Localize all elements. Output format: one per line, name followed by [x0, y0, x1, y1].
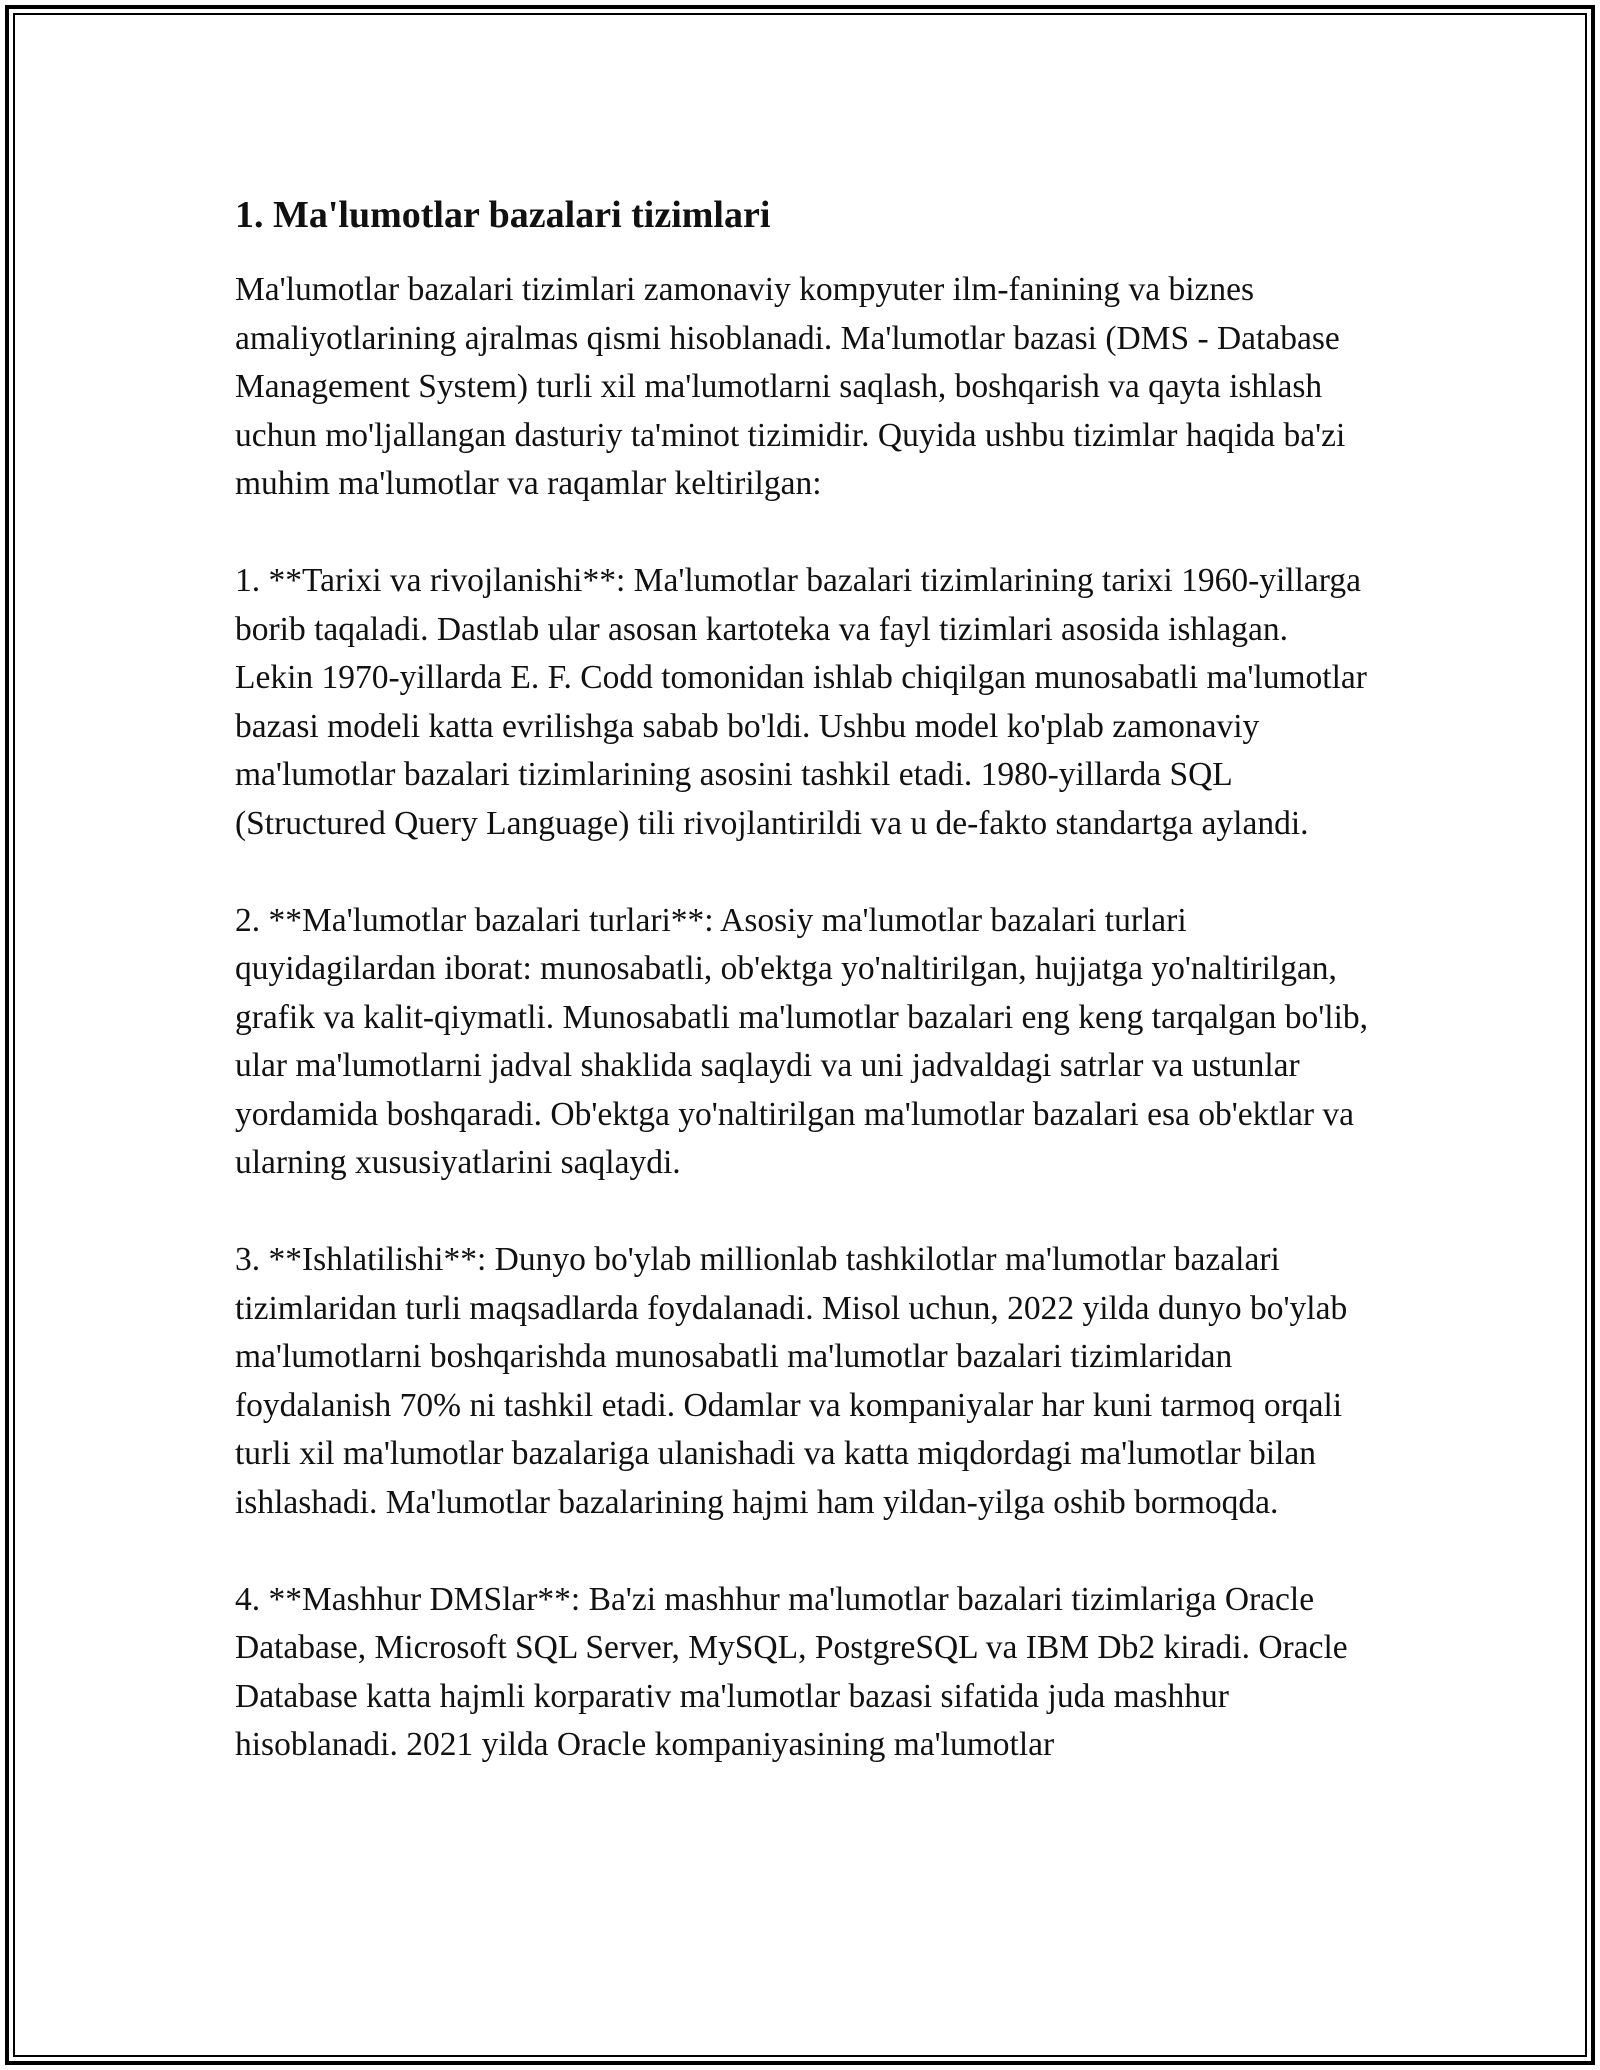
- types-paragraph: 2. **Ma'lumotlar bazalari turlari**: Asosiy ma'lumotlar bazalari turlari quyidagilardan iborat: munosabatli, ob'ektga yo'naltirilgan, hujjatga yo'naltirilgan, grafik va kalit-qiymatli. Munosabatli ma'lumotlar bazalari eng keng tarqalgan bo'lib, ular ma'lumotlarni jadval shaklida saqlaydi va uni jadvaldagi satrlar va ustunlar yordamida boshqaradi. Ob'ektga yo'naltirilgan ma'lumotlar bazalari esa ob'ektlar va ularning xususiyatlarini saqlaydi.: [235, 901, 1369, 1181]
- popular-dms-paragraph: 4. **Mashhur DMSlar**: Ba'zi mashhur ma'lumotlar bazalari tizimlariga Oracle Database, Microsoft SQL Server, MySQL, PostgreSQL va IBM Db2 kiradi. Oracle Database katta hajmli korparativ ma'lumotlar bazasi sifatida juda mashhur hisoblanadi. 2021 yilda Oracle kompaniyasining ma'lumotlar: [235, 1580, 1348, 1763]
- usage-paragraph: 3. **Ishlatilishi**: Dunyo bo'ylab millionlab tashkilotlar ma'lumotlar bazalari tizimlaridan turli maqsadlarda foydalanadi. Misol uchun, 2022 yilda dunyo bo'ylab ma'lumotlarni boshqarishda munosabatli ma'lumotlar bazalari tizimlaridan foydalanish 70% ni tashkil etadi. Odamlar va kompaniyalar har kuni tarmoq orqali turli xil ma'lumotlar bazalariga ulanishadi va katta miqdordagi ma'lumotlar bilan ishlashadi. Ma'lumotlar bazalarining hajmi ham yildan-yilga oshib bormoqda.: [235, 1241, 1348, 1521]
- history-paragraph: 1. **Tarixi va rivojlanishi**: Ma'lumotlar bazalari tizimlarining tarixi 1960-yillarga borib taqaladi. Dastlab ular asosan kartoteka va fayl tizimlari asosida ishlagan. Lekin 1970-yillarda E. F. Codd tomonidan ishlab chiqilgan munosabatli ma'lumotlar bazasi modeli katta evrilishga sabab bo'ldi. Ushbu model ko'plab zamonaviy ma'lumotlar bazalari tizimlarining asosini tashkil etadi. 1980-yillarda SQL (Structured Query Language) tili rivojlantirildi va u de-fakto standartga aylandi.: [235, 562, 1367, 842]
- document-body: [235, 190, 1370, 1770]
- intro-paragraph: Ma'lumotlar bazalari tizimlari zamonaviy kompyuter ilm-fanining va biznes amaliyotlarining ajralmas qismi hisoblanadi. Ma'lumotlar bazasi (DMS - Database Management System) turli xil ma'lumotlarni saqlash, boshqarish va qayta ishlash uchun mo'ljallangan dasturiy ta'minot tizimidir. Quyida ushbu tizimlar haqida ba'zi muhim ma'lumotlar va raqamlar keltirilgan:: [235, 271, 1346, 502]
- document-title: 1. Ma'lumotlar bazalari tizimlari: [235, 194, 771, 236]
